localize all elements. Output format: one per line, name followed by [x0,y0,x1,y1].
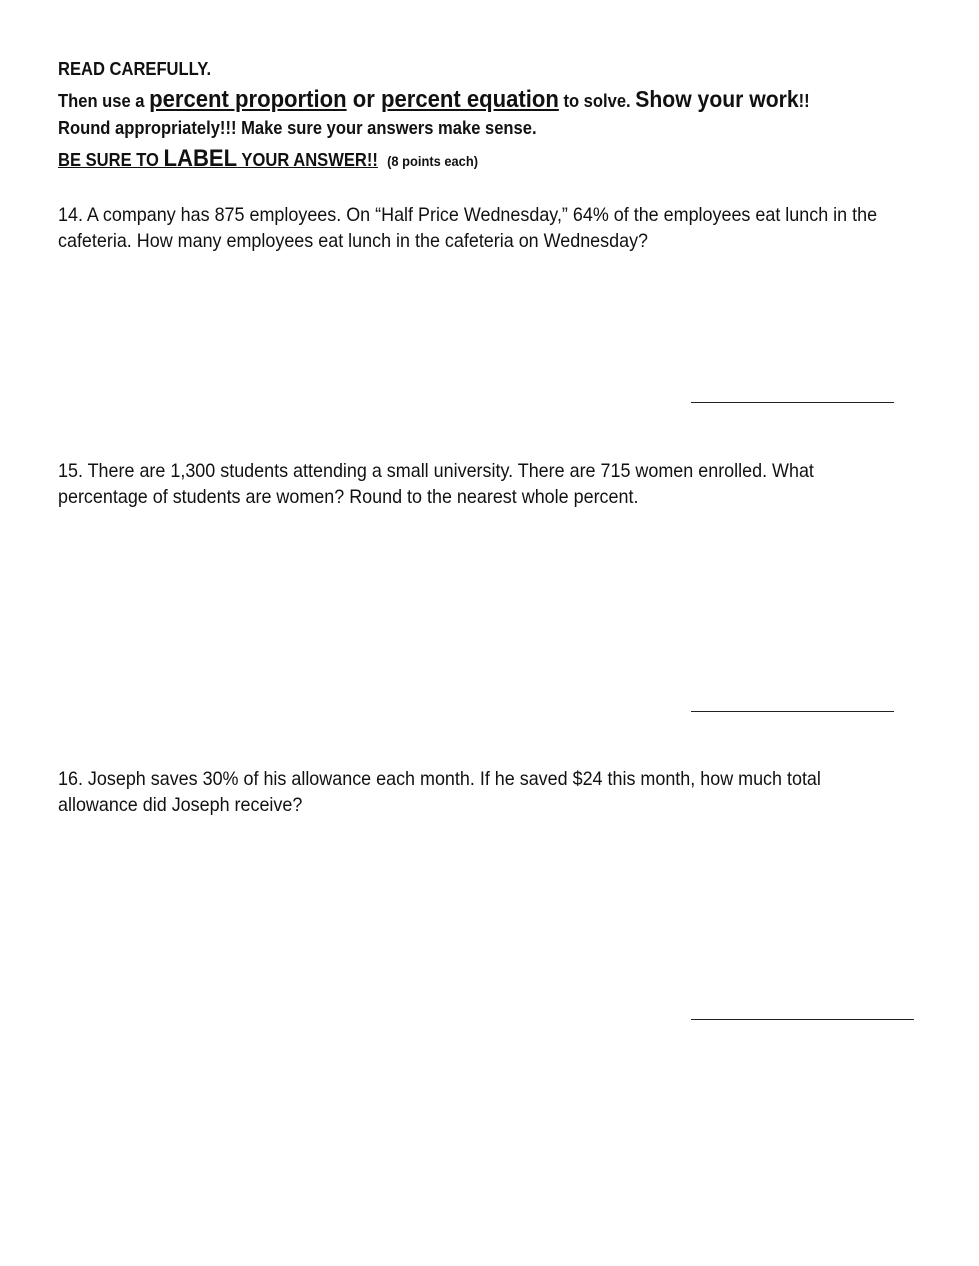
label-suffix: YOUR ANSWER!! [237,150,378,170]
question-15 [58,458,814,510]
question-16-line-2: allowance did Joseph receive? [58,794,303,816]
question-16-line-1: 16. Joseph saves 30% of his allowance each month. If he saved $24 this month, how much total [58,768,821,790]
label-prefix: BE SURE TO [58,150,164,170]
question-14-line-2: cafeteria. How many employees eat lunch in the cafeteria on Wednesday? [58,230,649,252]
show-your-work: Show your work [635,86,799,112]
method-instruction [58,86,810,114]
answer-blank-14[interactable] [691,402,894,403]
label-word: LABEL [163,145,238,172]
question-16 [58,766,821,818]
method-prefix: Then use a [58,91,150,111]
percent-proportion-term: percent proportion [149,86,347,113]
question-14 [58,202,877,254]
show-work-exclaim: !! [798,91,810,111]
question-14-line-1: 14. A company has 875 employees. On “Half Price Wednesday,” 64% of the employees eat lunch in the [58,204,878,226]
question-15-line-2: percentage of students are women? Round to the nearest whole percent. [58,486,639,508]
method-middle: to solve. [558,91,636,111]
method-or: or [346,86,381,113]
points-note: (8 points each) [387,153,478,169]
rounding-instruction: Round appropriately!!! Make sure your answers make sense. [58,118,537,138]
answer-blank-16[interactable] [691,1019,914,1020]
answer-blank-15[interactable] [691,711,894,712]
percent-equation-term: percent equation [380,86,559,113]
label-instruction-underlined [58,145,378,172]
read-carefully-heading: READ CAREFULLY. [58,59,212,79]
label-instruction [58,145,478,173]
question-15-line-1: 15. There are 1,300 students attending a small university. There are 715 women enrolled. What [58,460,814,482]
